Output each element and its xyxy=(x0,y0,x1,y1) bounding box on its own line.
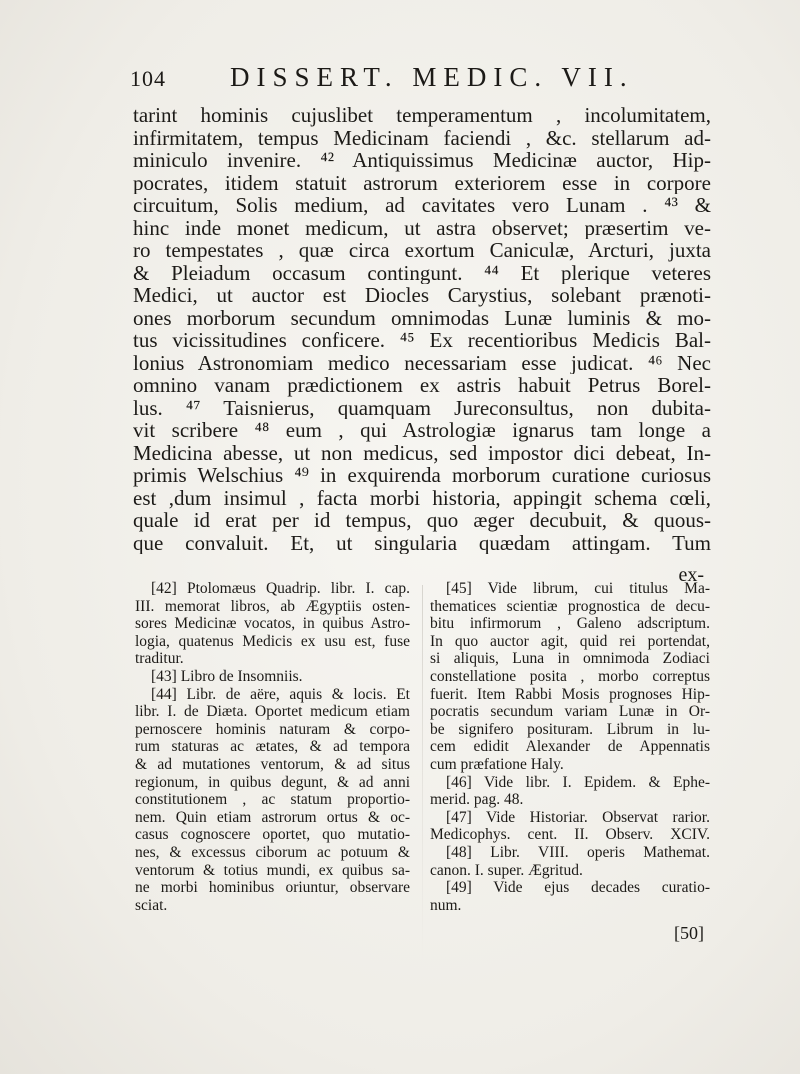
text-line: Medicina abesse, ut non medicus, sed impostor dici debeat, In- xyxy=(133,441,711,464)
page-number: 104 xyxy=(130,66,166,91)
text-line: lonius Astronomiam medico necessariam esse judicat. ⁴⁶ Nec xyxy=(133,351,711,374)
footnote-line: ne morbi hominibus oriuntur, observare xyxy=(135,879,410,897)
text-line: miniculo invenire. ⁴² Antiquissimus Medicinæ auctor, Hip- xyxy=(133,149,711,172)
footnote-line: ventorum & totius mundi, ex quibus sa- xyxy=(135,861,410,879)
column-divider xyxy=(422,585,423,960)
text-line: que convaluit. Et, ut singularia quædam attingam. Tum xyxy=(133,531,711,554)
text-line: quale id erat per id tempus, quo æger decubuit, & quous- xyxy=(133,509,711,532)
main-text-block xyxy=(133,104,711,554)
footnote-line: pernoscere hominis naturam & corpo- xyxy=(135,720,410,738)
text-line: omnino vanam prædictionem ex astris habuit Petrus Borel- xyxy=(133,374,711,397)
footnote-line: bitu infirmorum , Galeno adscriptum. xyxy=(430,615,710,633)
catchword: ex- xyxy=(678,564,704,586)
page-header xyxy=(130,60,710,100)
text-line: ro tempestates , quæ circa exortum Caniculæ, Arcturi, juxta xyxy=(133,239,711,262)
footnote-line: [48] Libr. VIII. operis Mathemat. xyxy=(446,843,710,861)
running-title: DISSERT. MEDIC. VII. xyxy=(230,62,634,92)
footnote-line: & ad mutationes ventorum, & ad situs xyxy=(135,755,410,773)
footnote-line: be signifero posituram. Librum in lu- xyxy=(430,720,710,738)
footnote-line: [43] Libro de Insomniis. xyxy=(151,667,303,685)
footnote-line: cum præfatione Haly. xyxy=(430,755,564,773)
footnote-line: constitutionem , ac statum proportio- xyxy=(135,791,410,809)
footnotes-left-column xyxy=(135,580,410,914)
footnote-line: canon. I. super. Ægritud. xyxy=(430,861,583,879)
text-line: Medici, ut auctor est Diocles Carystius, solebant prænoti- xyxy=(133,284,711,307)
footnote-line: num. xyxy=(430,896,462,914)
text-line: primis Welschius ⁴⁹ in exquirenda morborum curatione curiosus xyxy=(133,464,711,487)
footnote-line: rum staturas ac ætates, & ad tempora xyxy=(135,738,410,756)
footnote-line: [42] Ptolomæus Quadrip. libr. I. cap. xyxy=(151,580,410,597)
footnote-line: [47] Vide Historiar. Observat rarior. xyxy=(446,808,710,826)
footnote-line: pocratis secundum variam Lunæ in Or- xyxy=(430,703,710,721)
footnote-line: traditur. xyxy=(135,650,184,668)
footnote-line: si aliquis, Luna in omnimoda Zodiaci xyxy=(430,650,710,668)
footnote-line: thematices scientiæ prognostica de decu- xyxy=(430,597,710,615)
text-line: infirmitatem, tempus Medicinam faciendi , &c. stellarum ad- xyxy=(133,126,711,149)
footnote-line: Medicophys. cent. II. Observ. XCIV. xyxy=(430,826,710,844)
footnote-line: libr. I. de Diæta. Oportet medicum etiam xyxy=(135,703,410,721)
text-line: ones morborum secundum omnimodas Lunæ luminis & mo- xyxy=(133,306,711,329)
text-line: tus vicissitudines conficere. ⁴⁵ Ex recentioribus Medicis Bal- xyxy=(133,329,711,352)
text-line: vit scribere ⁴⁸ eum , qui Astrologiæ ignarus tam longe a xyxy=(133,419,711,442)
footnote-line: nes, & excessus ciborum ac potuum & xyxy=(135,843,410,861)
text-line: hinc inde monet medicum, ut astra observet; præsertim ve- xyxy=(133,216,711,239)
footnote-line: cem edidit Alexander de Appennatis xyxy=(430,738,710,756)
next-note-marker: [50] xyxy=(674,923,704,943)
footnote-line: logia, quatenus Medicis ex usu est, fuse xyxy=(135,632,410,650)
footnote-line: In quo auctor agit, quid rei portendat, xyxy=(430,632,710,650)
footnote-line: [46] Vide libr. I. Epidem. & Ephe- xyxy=(446,773,710,791)
footnote-line: III. memorat libros, ab Ægyptiis osten- xyxy=(135,597,410,615)
footnote-line: casus cognoscere oportet, quo mutatio- xyxy=(135,826,410,844)
text-line: est ,dum insimul , facta morbi historia, appingit schema cœli, xyxy=(133,486,711,509)
text-line: lus. ⁴⁷ Taisnierus, quamquam Jureconsultus, non dubita- xyxy=(133,396,711,419)
footnote-line: fuerit. Item Rabbi Mosis prognoses Hip- xyxy=(430,685,710,703)
footnote-line: [44] Libr. de aëre, aquis & locis. Et xyxy=(151,685,410,703)
text-line: circuitum, Solis medium, ad cavitates vero Lunam . ⁴³ & xyxy=(133,194,711,217)
text-line: pocrates, itidem statuit astrorum exteriorem esse in corpore xyxy=(133,171,711,194)
footnote-line: [45] Vide librum, cui titulus Ma- xyxy=(446,580,710,597)
text-line: & Pleiadum occasum contingunt. ⁴⁴ Et plerique veteres xyxy=(133,261,711,284)
footnote-line: merid. pag. 48. xyxy=(430,791,524,809)
footnote-line: nem. Quin etiam astrorum ortus & oc- xyxy=(135,808,410,826)
footnote-line: [49] Vide ejus decades curatio- xyxy=(446,879,710,897)
footnotes-right-column xyxy=(430,580,710,914)
footnote-line: regionum, in quibus degunt, & ad anni xyxy=(135,773,410,791)
text-line: tarint hominis cujuslibet temperamentum , incolumitatem, xyxy=(133,104,711,127)
footnote-line: constellatione posita , morbo correptus xyxy=(430,667,710,685)
footnote-line: sores Medicinæ vocatos, in quibus Astro- xyxy=(135,615,410,633)
footnote-line: sciat. xyxy=(135,896,168,914)
